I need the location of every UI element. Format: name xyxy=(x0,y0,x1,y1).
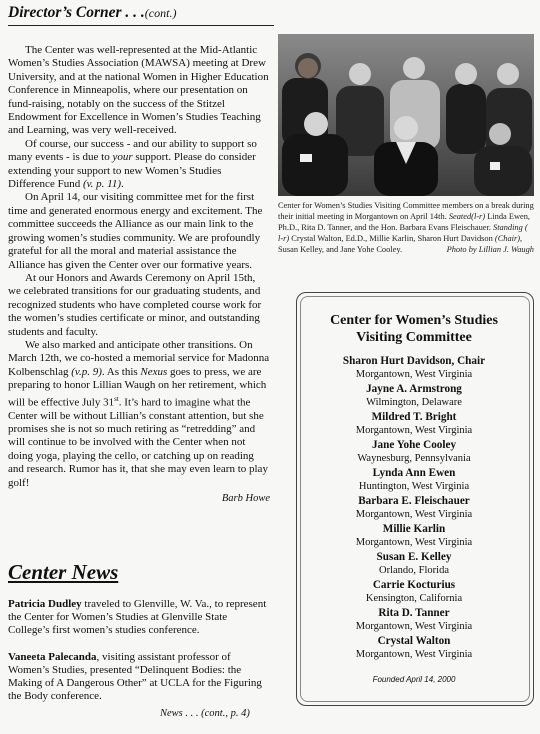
group-photo xyxy=(278,34,534,196)
founded-date: Founded April 14, 2000 xyxy=(372,675,456,684)
member-place: Huntington, West Virginia xyxy=(358,481,470,492)
directors-article xyxy=(8,44,270,505)
paragraph-3: On April 14, our visiting committee met for the first time and generated enormous energy and excitement. The committee succeeds the Alliance as our main link to the growing women’s studies community. We are profoundly grateful for all the moral and material assistance the Alliance has given the Center over our formative years. xyxy=(8,191,263,271)
member-place: Morgantown, West Virginia xyxy=(355,537,473,548)
member-place: Morgantown, West Virginia xyxy=(355,621,473,632)
section-title: Director’s Corner . . . xyxy=(8,4,145,21)
committee-title: Center for Women’s Studies Visiting Committee xyxy=(330,313,498,345)
news-item: Vaneeta Palecanda, visiting assistant professor of Women’s Studies, presented “Delinquent Bodies: the Making of A Dangerous Other” at UCLA for the Figuring the Body conference. xyxy=(8,650,262,703)
member-entry xyxy=(300,606,528,634)
member-name: Sharon Hurt Davidson, Chair xyxy=(342,355,486,367)
member-entry xyxy=(300,494,528,522)
member-name: Crystal Walton xyxy=(377,635,451,647)
paragraph-1: The Center was well-represented at the Mid-Atlantic Women’s Studies Association (MAWSA) meeting at Drew University, and at the national Women in Higher Education Conference in Minneapolis, where our presentation on fund-raising, notably on the success of the Stitzel Endowment for Excellence in Women’s Studies Teaching and Learning, was very well-received. xyxy=(8,44,269,137)
member-place: Kensington, California xyxy=(365,593,463,604)
member-place: Orlando, Florida xyxy=(379,565,449,576)
member-place: Morgantown, West Virginia xyxy=(355,425,473,436)
member-name: Millie Karlin xyxy=(382,523,446,535)
member-entry xyxy=(300,550,528,578)
member-name: Mildred T. Bright xyxy=(371,411,457,423)
member-place: Waynesburg, Pennsylvania xyxy=(357,453,471,464)
member-name: Barbara E. Fleischauer xyxy=(358,495,470,507)
member-place: Wilmington, Delaware xyxy=(366,397,462,408)
member-name: Susan E. Kelley xyxy=(376,551,452,563)
member-entry xyxy=(300,410,528,438)
section-cont-label: (cont.) xyxy=(144,6,177,20)
photo-credit: Photo by Lillian J. Waugh xyxy=(446,245,534,254)
signature: Barb Howe xyxy=(221,493,270,505)
paragraph-4: At our Honors and Awards Ceremony on April 15th, we celebrated transitions for our graduating students, and recognized students who have completed course work for the women’s studies certificate or minor, and outstanding students and faculty. xyxy=(8,271,262,338)
member-place: Morgantown, West Virginia xyxy=(355,369,473,380)
member-name: Carrie Kocturius xyxy=(372,579,456,591)
paragraph-5: We also marked and anticipate other transitions. On March 12th, we co-hosted a memorial service for Madonna Kolbenschlag (v.p. 9). As this Nexus goes to press, we are preparing to honor Lillian Waugh on her retirement, which will be effective July 31st. It’s hard to imagine what the Center will be without Lillian’s constant attention, but she promises she is not so much retiring as “retredding” and will continue to be involved with the Center when not doing yoga, playing the cello, or catching up on reading and research. Rumor has it, that she may even learn to play golf! xyxy=(8,338,270,489)
member-entry xyxy=(300,634,528,662)
section-header xyxy=(8,4,176,22)
member-entry xyxy=(300,466,528,494)
member-name: Lynda Ann Ewen xyxy=(372,467,456,479)
news-item: Patricia Dudley traveled to Glenville, W. Va., to represent the Center for Women’s Studies at Glenville State College’s first women’s studies conference. xyxy=(8,598,267,637)
member-name: Jayne A. Armstrong xyxy=(366,383,462,395)
paragraph-2: Of course, our success - and our ability to support so many events - is due to your support. Please do consider extending your support to new Women’s Studies Difference Fund (v. p. 11). xyxy=(8,137,257,191)
member-name: Jane Yohe Cooley xyxy=(371,439,457,451)
news-title: Center News xyxy=(8,560,119,584)
member-place: Morgantown, West Virginia xyxy=(355,509,473,520)
member-entry xyxy=(300,354,528,382)
member-entry xyxy=(300,578,528,606)
header-rule xyxy=(8,25,274,26)
committee-members xyxy=(300,354,528,662)
photo-caption: Center for Women’s Studies Visiting Committee members on a break during their initial meeting in Morgantown on April 14th. Seated(l-r) Linda Ewen, Ph.D., Rita D. Tanner, and the Hon. Barbara Evans Fleischauer. Standing ( l-r) Crystal Walton, Ed.D., Millie Karlin, Sharon Hurt Davidson (Chair), Susan Kelley, and Jane Yohe Cooley. Photo by Lillian J. Waugh xyxy=(278,201,534,254)
member-place: Morgantown, West Virginia xyxy=(355,649,473,660)
member-entry xyxy=(300,382,528,410)
news-list xyxy=(8,598,270,703)
member-entry xyxy=(300,522,528,550)
member-name: Rita D. Tanner xyxy=(378,607,450,619)
group-photo-image xyxy=(278,34,534,196)
news-continued: News . . . (cont., p. 4) xyxy=(160,708,250,719)
member-entry xyxy=(300,438,528,466)
